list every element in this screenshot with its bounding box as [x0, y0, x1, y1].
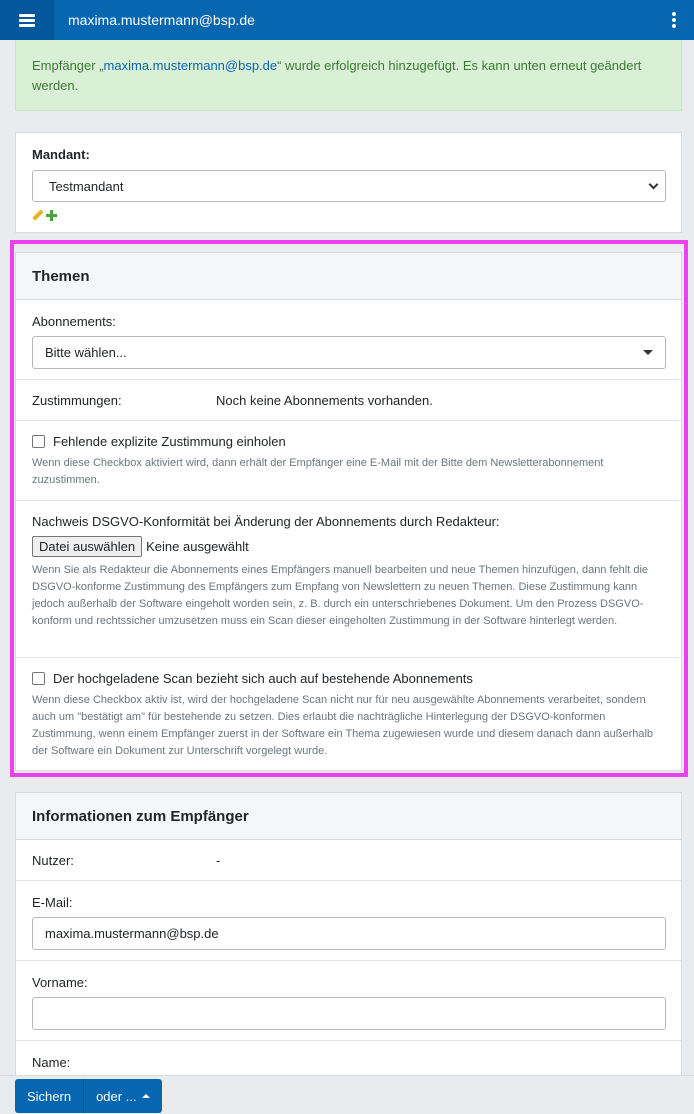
zustimmung-einholen-help: Wenn diese Checkbox aktiviert wird, dann erhält der Empfänger eine E-Mail mit der Bitte dem Newsletterabonnement zuzustimmen. [32, 457, 604, 486]
vorname-row [16, 961, 681, 1041]
alert-prefix: Empfänger „ [32, 58, 104, 73]
action-button-group [15, 1079, 162, 1113]
zustimmung-einholen-checkbox[interactable] [32, 435, 45, 448]
nachweis-row [16, 501, 681, 658]
alert-suffix: “ wurde erfolgreich hinzugefügt. Es kann unten erneut geändert werden. [32, 58, 642, 93]
save-button[interactable]: Sichern [15, 1079, 83, 1113]
menu-button[interactable] [0, 0, 54, 40]
chevron-down-icon [649, 179, 659, 189]
hamburger-icon [19, 14, 35, 27]
more-actions-label: oder ... [96, 1088, 137, 1104]
abonnements-label: Abonnements: [32, 314, 116, 329]
bestehende-row [16, 658, 681, 770]
zustimmungen-label: Zustimmungen: [32, 392, 122, 408]
footer-bar [0, 1075, 694, 1114]
bestehende-abonnements-label: Der hochgeladene Scan bezieht sich auch auf bestehende Abonnements [53, 671, 473, 686]
recipient-link[interactable]: maxima.mustermann@bsp.de [103, 58, 278, 73]
nachweis-help: Wenn Sie als Redakteur die Abonnements eines Empfängers manuell bearbeiten und neue Themen hinzufügen, dann fehlt die DSGVO-konforme Zustimmung des Empfängers zum Empfang von Newslettern zu neuen Themen. Diese Zustimmung kann jedoch außerhalb der Software eingeholt worden sein, z. B. durch ein unterschriebenes Dokument. Um den Prozess DSGVO-konform und rechtssicher umzusetzen muss ein Scan dieser eingeholten Zustimmung in der Software hinterlegt werden. [32, 564, 649, 627]
mandant-label: Mandant: [32, 147, 90, 162]
email-row [16, 881, 681, 961]
mandant-tools [32, 209, 665, 221]
bestehende-abonnements-checkbox[interactable] [32, 672, 45, 685]
zustimmungen-value: Noch keine Abonnements vorhanden. [216, 392, 433, 408]
plus-icon[interactable] [46, 210, 57, 221]
success-alert [15, 40, 682, 111]
file-status: Keine ausgewählt [146, 539, 249, 554]
top-bar [0, 0, 694, 40]
email-label: E-Mail: [32, 895, 73, 910]
caret-up-icon [142, 1094, 150, 1098]
name-label: Name: [32, 1055, 71, 1070]
nachweis-label: Nachweis DSGVO-Konformität bei Änderung der Abonnements durch Redakteur: [32, 514, 500, 529]
vorname-field[interactable] [32, 997, 666, 1030]
page-title: maxima.mustermann@bsp.de [68, 12, 255, 28]
mandant-select[interactable] [32, 170, 666, 202]
mandant-value: Testmandant [49, 178, 124, 194]
email-field[interactable]: maxima.mustermann@bsp.de [32, 917, 666, 950]
themen-title: Themen [16, 253, 681, 300]
abonnements-select[interactable] [32, 336, 666, 369]
more-actions-button[interactable] [83, 1079, 161, 1113]
info-title: Informationen zum Empfänger [16, 793, 681, 840]
abonnements-row [16, 300, 681, 380]
file-select-button[interactable]: Datei auswählen [32, 536, 142, 557]
nutzer-value: - [216, 852, 221, 868]
themen-card [15, 252, 682, 771]
vorname-label: Vorname: [32, 975, 88, 990]
nutzer-label: Nutzer: [32, 852, 74, 868]
nutzer-row [16, 840, 681, 881]
zustimmung-einholen-row [16, 421, 681, 501]
zustimmungen-row [16, 380, 681, 421]
mandant-card [15, 132, 682, 233]
caret-down-icon [643, 350, 653, 355]
abonnements-placeholder: Bitte wählen... [45, 345, 127, 360]
zustimmung-einholen-label: Fehlende explizite Zustimmung einholen [53, 434, 286, 449]
bestehende-abonnements-help: Wenn diese Checkbox aktiv ist, wird der hochgeladene Scan nicht nur für neu ausgewählte Abonnements verarbeitet, sondern auch um "bestätigt am" für bestehende zu setzen. Dies erlaubt die nachträgliche Hinterlegung der DSGVO-konformen Zustimmung, wenn einem Empfänger zuerst in der Software ein Thema zugewiesen wurde und diesem danach dann außerhalb der Software ein Dokument zur Unterschrift vorgelegt wurde. [32, 694, 654, 757]
pencil-icon[interactable] [32, 209, 44, 221]
empfaenger-info-card [15, 792, 682, 1092]
kebab-menu-icon[interactable] [670, 12, 678, 28]
